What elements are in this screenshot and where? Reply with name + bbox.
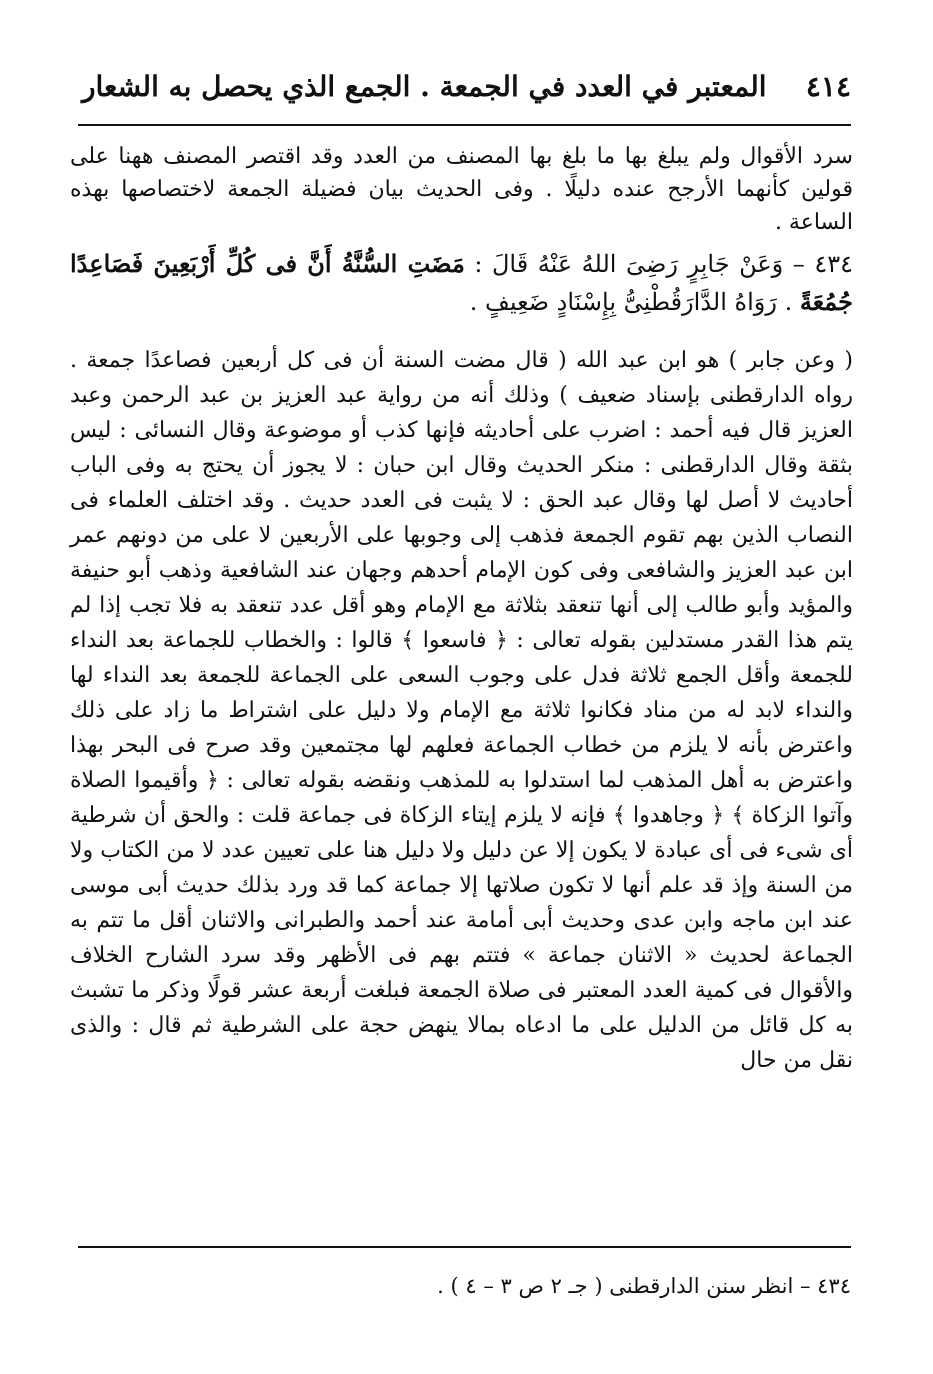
hadith-source: . رَوَاهُ الدَّارَقُطْنِىُّ بِإِسْنَادٍ ضَعِيفٍ . xyxy=(469,288,793,316)
footnote: ٤٣٤ – انظر سنن الدارقطنى ( جـ ٢ ص ٣ – ٤ ) . xyxy=(437,1274,851,1298)
hadith-paragraph xyxy=(70,245,853,321)
page-header xyxy=(82,62,851,110)
commentary-paragraph: ( وعن جابر ) هو ابن عبد الله ( قال مضت السنة أن فى كل أربعين فصاعدًا جمعة . رواه الدارقطنى بإسناد ضعيف ) وذلك أنه من رواية عبد العزيز بن عبد الرحمن وعبد العزيز قال فيه أحمد : اضرب على أحاديثه فإنها كذب أو موضوعة وقال النسائى : ليس بثقة وقال الدارقطنى : منكر الحديث وقال ابن حبان : لا يجوز أن يحتج به وفى الباب أحاديث لا أصل لها وقال عبد الحق : لا يثبت فى العدد حديث . وقد اختلف العلماء فى النصاب الذين بهم تقوم الجمعة فذهب إلى وجوبها على الأربعين لا على من دونهم عمر ابن عبد العزيز والشافعى وفى كون الإمام أحدهم وجهان عند الشافعية وذهب أبو حنيفة والمؤيد وأبو طالب إلى أنها تنعقد بثلاثة مع الإمام وهو أقل عدد تنعقد به فلا تجب إذا لم يتم هذا القدر مستدلين بقوله تعالى : ﴿ فاسعوا ﴾ قالوا : والخطاب للجماعة بعد النداء للجمعة وأقل الجمع ثلاثة فدل على وجوب السعى على الجماعة للجمعة بعد النداء لها والنداء لابد له من مناد فكانوا ثلاثة مع الإمام ولا دليل على اشتراط ما زاد على ذلك واعترض بأنه لا يلزم من خطاب الجماعة فعلهم لها مجتمعين وقد صرح فى البحر بهذا واعترض به أهل المذهب لما استدلوا به للمذهب ونقضه بقوله تعالى : ﴿ وأقيموا الصلاة وآتوا الزكاة ﴾ ﴿ وجاهدوا ﴾ فإنه لا يلزم إيتاء الزكاة فى جماعة قلت : والحق أن شرطية أى شىء فى أى عبادة لا يكون إلا عن دليل ولا دليل هنا على تعيين عدد لا من الكتاب ولا من السنة وإذ قد علم أنها لا تكون صلاتها إلا جماعة كما قد ورد بذلك حديث أبى موسى عند ابن ماجه وابن عدى وحديث أبى أمامة عند أحمد والطبرانى والاثنان أقل ما تتم به الجماعة لحديث « الاثنان جماعة » فتتم بهم فى الأظهر وقد سرد الشارح الخلاف والأقوال فى كمية العدد المعتبر فى صلاة الجمعة فبلغت أربعة عشر قولًا وذكر ما تشبث به كل قائل من الدليل على ما ادعاه بمالا ينهض حجة على الشرطية ثم قال : والذى نقل من حال xyxy=(70,348,853,1073)
header-rule xyxy=(78,124,851,126)
running-title: المعتبر في العدد في الجمعة . الجمع الذي يحصل به الشعار xyxy=(82,69,767,103)
hadith-text: مَضَتِ السُّنَّةُ أَنَّ فى كُلِّ أَرْبَعِينَ فَصَاعِدًا جُمُعَةً xyxy=(70,249,853,316)
hadith-intro: ٤٣٤ – وَعَنْ جَابِرٍ رَضِىَ اللهُ عَنْهُ قَالَ : xyxy=(474,250,853,278)
intro-paragraph: سرد الأقوال ولم يبلغ بها ما بلغ بها المصنف من العدد وقد اقتصر المصنف ههنا على قولين كأنهما الأرجح عنده دليلًا . وفى الحديث بيان فضيلة الجمعة لاختصاصها بهذه الساعة . xyxy=(70,144,853,235)
page-number: ٤١٤ xyxy=(805,69,851,103)
footnote-rule xyxy=(78,1246,851,1248)
main-text xyxy=(70,140,853,1078)
